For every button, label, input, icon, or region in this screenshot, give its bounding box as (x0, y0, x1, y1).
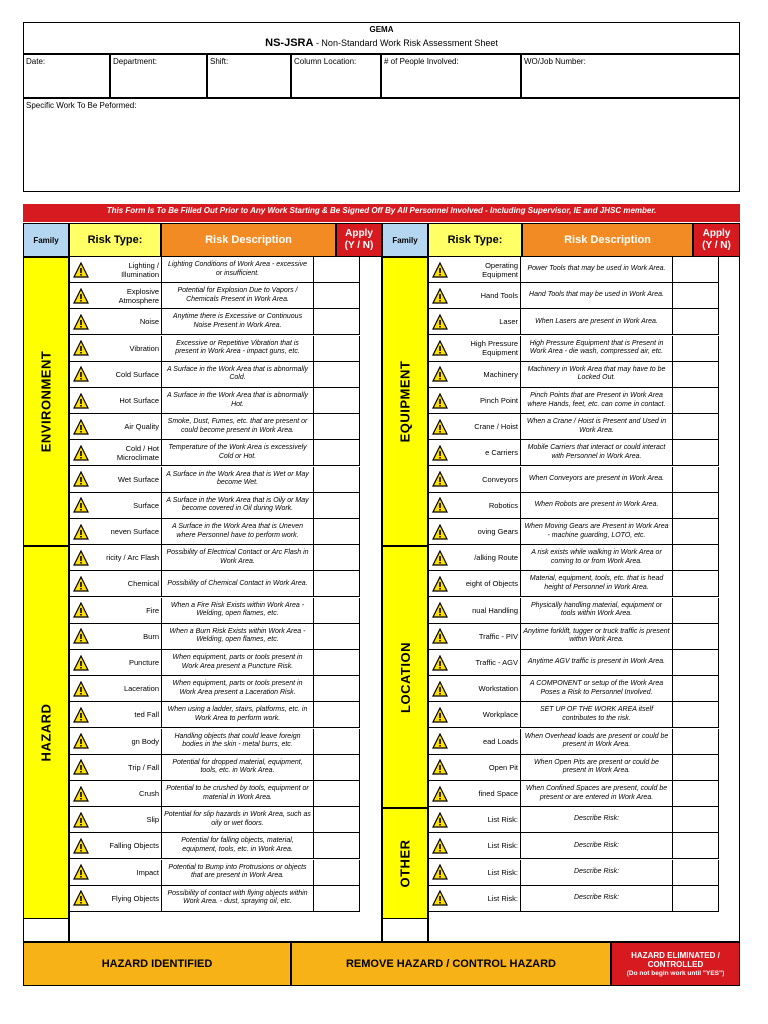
risk-type-label: Falling Objects (91, 833, 162, 859)
risk-type-label: oving Gears (450, 519, 521, 545)
risk-type-label: Hand Tools (450, 283, 521, 309)
risk-description: A Surface in the Work Area that is Uneven where Personnel have to perform work. (162, 519, 314, 545)
risk-description: A Surface in the Work Area that is Wet or May become Wet. (162, 467, 314, 493)
apply-input[interactable] (314, 702, 360, 728)
risk-description: Hand Tools that may be used in Work Area. (521, 283, 673, 309)
risk-description: A Surface in the Work Area that is Oily or May become covered in Oil during Work. (162, 493, 314, 519)
risk-type-label: Burn (91, 624, 162, 650)
left-row (70, 283, 360, 309)
risk-desc-header-right: Risk Description (522, 223, 693, 257)
risk-type-label: Crane / Hoist (450, 414, 521, 440)
wo-number-label: WO/Job Number: (524, 57, 586, 66)
right-row (429, 362, 719, 388)
warning-icon (70, 807, 91, 833)
apply-input[interactable] (673, 807, 719, 833)
family-other (382, 808, 428, 919)
apply-input[interactable] (673, 440, 719, 466)
apply-input[interactable] (314, 729, 360, 755)
risk-type-label: Hot Surface (91, 388, 162, 414)
risk-description: A Surface in the Work Area that is abnormally Hot. (162, 388, 314, 414)
risk-type-label: Lighting / Illumination (91, 257, 162, 283)
warning-icon (429, 781, 450, 807)
risk-description: Mobile Carriers that interact or could interact with Personnel in Work Area. (521, 440, 673, 466)
right-row (429, 571, 719, 597)
warning-icon (429, 545, 450, 571)
warning-icon (70, 860, 91, 886)
warning-icon (429, 283, 450, 309)
left-row (70, 807, 360, 833)
apply-input[interactable] (673, 414, 719, 440)
apply-input[interactable] (314, 650, 360, 676)
risk-type-label: List Risk: (450, 860, 521, 886)
right-row (429, 702, 719, 728)
risk-type-label: High Pressure Equipment (450, 336, 521, 362)
warning-icon (429, 833, 450, 859)
apply-input[interactable] (673, 676, 719, 702)
apply-input[interactable] (314, 676, 360, 702)
sheet-subtitle: - Non-Standard Work Risk Assessment Sheet (313, 38, 498, 48)
warning-icon (70, 729, 91, 755)
apply-input[interactable] (314, 860, 360, 886)
risk-desc-header-left: Risk Description (161, 223, 336, 257)
warning-icon (70, 414, 91, 440)
right-row (429, 388, 719, 414)
left-row (70, 257, 360, 283)
apply-input[interactable] (673, 388, 719, 414)
warning-icon (429, 440, 450, 466)
family-location-label: LOCATION (397, 641, 413, 713)
risk-description: Pinch Points that are Present in Work Area where Hands, feet, etc. can come in contact. (521, 388, 673, 414)
apply-header-left (336, 223, 382, 257)
risk-description: Material, equipment, tools, etc. that is head height of Personnel in Work Area. (521, 571, 673, 597)
risk-description: Potential for falling objects, material, equipment, tools, etc. in Work Area. (162, 833, 314, 859)
risk-description: A risk exists while walking in Work Area or coming to or from Work Area. (521, 545, 673, 571)
apply-input[interactable] (314, 336, 360, 362)
warning-icon (70, 257, 91, 283)
apply-input[interactable] (314, 414, 360, 440)
right-row (429, 545, 719, 571)
apply-input[interactable] (673, 624, 719, 650)
warning-icon (429, 571, 450, 597)
warning-icon (70, 781, 91, 807)
right-row (429, 755, 719, 781)
apply-input[interactable] (673, 493, 719, 519)
risk-type-label: Chemical (91, 571, 162, 597)
risk-description: Handling objects that could leave foreign bodies in the skin - metal burrs, etc. (162, 729, 314, 755)
risk-description: Describe Risk: (521, 833, 673, 859)
apply-input[interactable] (673, 571, 719, 597)
left-row (70, 571, 360, 597)
warning-icon (429, 388, 450, 414)
right-row (429, 650, 719, 676)
right-row (429, 440, 719, 466)
left-spacer (23, 919, 69, 942)
risk-description: Potential for dropped material, equipment, tools, etc. in Work Area. (162, 755, 314, 781)
risk-description: Excessive or Repetitive Vibration that is present in Work Area - impact guns, etc. (162, 336, 314, 362)
left-row (70, 309, 360, 335)
risk-type-label: Traffic - AGV (450, 650, 521, 676)
apply-input[interactable] (673, 886, 719, 912)
risk-description: SET UP OF THE WORK AREA itself contributes to the risk. (521, 702, 673, 728)
risk-type-label: ead Loads (450, 729, 521, 755)
right-spacer (382, 919, 428, 942)
risk-description: When Moving Gears are Present in Work Area - machine guarding, LOTO, etc. (521, 519, 673, 545)
family-environment (23, 257, 69, 546)
warning-icon (429, 309, 450, 335)
risk-type-header-right: Risk Type: (428, 223, 522, 257)
right-row (429, 519, 719, 545)
risk-description: When Overhead loads are present or could be present in Work Area. (521, 729, 673, 755)
right-row (429, 886, 719, 912)
risk-description: When Robots are present in Work Area. (521, 493, 673, 519)
risk-description: When equipment, parts or tools present in Work Area present a Laceration Risk. (162, 676, 314, 702)
warning-icon (70, 624, 91, 650)
wo-number-field[interactable] (521, 54, 740, 98)
left-row (70, 388, 360, 414)
warning-icon (429, 624, 450, 650)
left-row (70, 336, 360, 362)
sheet-code: NS-JSRA (265, 37, 314, 49)
right-row (429, 309, 719, 335)
warning-icon (70, 467, 91, 493)
right-row (429, 676, 719, 702)
warning-icon (70, 886, 91, 912)
hazard-eliminated-label: HAZARD ELIMINATED / CONTROLLED (631, 950, 720, 969)
sheet-title (24, 36, 739, 50)
warning-icon (70, 440, 91, 466)
left-row (70, 650, 360, 676)
left-row (70, 414, 360, 440)
date-field[interactable] (23, 54, 110, 98)
risk-description: When a Crane / Hoist is Present and Used in Work Area. (521, 414, 673, 440)
apply-input[interactable] (673, 467, 719, 493)
left-row (70, 860, 360, 886)
warning-icon (70, 545, 91, 571)
risk-description: When equipment, parts or tools present in Work Area present a Puncture Risk. (162, 650, 314, 676)
risk-description: Power Tools that may be used in Work Area. (521, 257, 673, 283)
left-row (70, 755, 360, 781)
apply-input[interactable] (314, 886, 360, 912)
risk-description: Describe Risk: (521, 860, 673, 886)
family-other-label: OTHER (397, 839, 413, 888)
risk-type-label: Machinery (450, 362, 521, 388)
left-row (70, 729, 360, 755)
risk-description: Anytime forklift, tugger or truck traffic is present within Work Area. (521, 624, 673, 650)
risk-type-label: fined Space (450, 781, 521, 807)
apply-input[interactable] (314, 571, 360, 597)
risk-type-label: Laser (450, 309, 521, 335)
risk-type-header-left: Risk Type: (69, 223, 161, 257)
apply-input[interactable] (314, 493, 360, 519)
warning-icon (429, 702, 450, 728)
eliminated-note: (Do not begin work until "YES") (626, 969, 725, 977)
risk-description: A Surface in the Work Area that is abnormally Cold. (162, 362, 314, 388)
apply-input[interactable] (314, 309, 360, 335)
apply-input[interactable] (673, 283, 719, 309)
apply-label: Apply (702, 228, 731, 239)
apply-input[interactable] (673, 362, 719, 388)
risk-description: Potential for slip hazards in Work Area, such as oily or wet floors. (162, 807, 314, 833)
apply-yn-label: (Y / N) (702, 240, 731, 251)
hazard-identified-box: HAZARD IDENTIFIED (23, 942, 291, 986)
left-row (70, 440, 360, 466)
risk-type-label: Open Pit (450, 755, 521, 781)
people-involved-field[interactable] (381, 54, 521, 98)
apply-input[interactable] (314, 545, 360, 571)
risk-type-label: Vibration (91, 336, 162, 362)
risk-description: Describe Risk: (521, 886, 673, 912)
risk-description: When a Fire Risk Exists within Work Area - Welding, open flames, etc. (162, 598, 314, 624)
apply-input[interactable] (314, 257, 360, 283)
risk-type-label: Noise (91, 309, 162, 335)
family-header-right: Family (382, 223, 428, 257)
right-row (429, 833, 719, 859)
hazard-eliminated-box (611, 942, 740, 986)
risk-type-label: Conveyors (450, 467, 521, 493)
warning-icon (70, 676, 91, 702)
left-row (70, 833, 360, 859)
apply-yn-label: (Y / N) (344, 240, 374, 251)
apply-input[interactable] (314, 755, 360, 781)
apply-input[interactable] (314, 388, 360, 414)
apply-input[interactable] (673, 309, 719, 335)
risk-type-label: Wet Surface (91, 467, 162, 493)
left-row (70, 624, 360, 650)
warning-icon (70, 833, 91, 859)
warning-icon (429, 598, 450, 624)
apply-input[interactable] (673, 519, 719, 545)
risk-type-label: ricity / Arc Flash (91, 545, 162, 571)
warning-icon (70, 702, 91, 728)
apply-input[interactable] (314, 598, 360, 624)
column-location-label: Column Location: (294, 57, 357, 66)
specific-work-label: Specific Work To Be Peformed: (26, 101, 137, 110)
shift-field[interactable] (207, 54, 291, 98)
left-row (70, 545, 360, 571)
right-row (429, 624, 719, 650)
risk-description: Smoke, Dust, Fumes, etc. that are present or could become present in Work Area. (162, 414, 314, 440)
warning-icon (70, 388, 91, 414)
right-row (429, 729, 719, 755)
right-row (429, 860, 719, 886)
left-row (70, 676, 360, 702)
warning-icon (70, 519, 91, 545)
risk-type-label: List Risk: (450, 886, 521, 912)
apply-input[interactable] (314, 519, 360, 545)
risk-description: Machinery in Work Area that may have to be Locked Out. (521, 362, 673, 388)
family-hazard (23, 546, 69, 919)
family-environment-label: ENVIRONMENT (38, 350, 54, 453)
risk-description: When using a ladder, stairs, platforms, etc. in Work Area to perform work. (162, 702, 314, 728)
risk-description: A COMPONENT or setup of the Work Area Poses a Risk to Personnel Involved. (521, 676, 673, 702)
risk-type-label: Workplace (450, 702, 521, 728)
risk-description: Potential for Explosion Due to Vapors / Chemicals Present in Work Area. (162, 283, 314, 309)
risk-description: Temperature of the Work Area is excessively Cold or Hot. (162, 440, 314, 466)
risk-description: Anytime AGV traffic is present in Work Area. (521, 650, 673, 676)
risk-description: When Conveyors are present in Work Area. (521, 467, 673, 493)
risk-description: Potential to Bump into Protrusions or objects that are present in Work Area. (162, 860, 314, 886)
risk-type-label: Cold / Hot Microclimate (91, 440, 162, 466)
risk-type-label: Puncture (91, 650, 162, 676)
warning-icon (429, 519, 450, 545)
risk-type-label: List Risk: (450, 807, 521, 833)
apply-input[interactable] (314, 362, 360, 388)
risk-type-label: Cold Surface (91, 362, 162, 388)
right-row (429, 257, 719, 283)
warning-icon (70, 650, 91, 676)
apply-input[interactable] (673, 545, 719, 571)
right-row (429, 467, 719, 493)
left-row (70, 362, 360, 388)
risk-type-label: Robotics (450, 493, 521, 519)
apply-input[interactable] (673, 781, 719, 807)
risk-description: Possibility of contact with flying objects within Work Area. - dust, spraying oil, etc. (162, 886, 314, 912)
apply-input[interactable] (314, 833, 360, 859)
warning-icon (429, 886, 450, 912)
risk-type-label: e Carriers (450, 440, 521, 466)
instruction-banner: This Form Is To Be Filled Out Prior to Any Work Starting & Be Signed Off By All Personnel Involved - Including Supervisor, IE and JHSC member. (23, 204, 740, 222)
right-row (429, 807, 719, 833)
risk-type-label: nual Handling (450, 598, 521, 624)
apply-input[interactable] (314, 624, 360, 650)
column-location-field[interactable] (291, 54, 381, 98)
warning-icon (429, 755, 450, 781)
risk-type-label: /alking Route (450, 545, 521, 571)
risk-type-label: Slip (91, 807, 162, 833)
department-label: Department: (113, 57, 158, 66)
risk-type-label: List Risk: (450, 833, 521, 859)
warning-icon (429, 414, 450, 440)
date-label: Date: (26, 57, 46, 66)
risk-description: Possibility of Electrical Contact or Arc Flash in Work Area. (162, 545, 314, 571)
risk-description: Lighting Conditions of Work Area - excessive or insufficient. (162, 257, 314, 283)
right-row (429, 336, 719, 362)
right-row (429, 493, 719, 519)
apply-input[interactable] (314, 781, 360, 807)
apply-label: Apply (345, 228, 373, 239)
risk-description: When Open Pits are present or could be present in Work Area. (521, 755, 673, 781)
left-row (70, 467, 360, 493)
risk-type-label: gn Body (91, 729, 162, 755)
left-row (70, 886, 360, 912)
apply-input[interactable] (673, 257, 719, 283)
apply-input[interactable] (673, 755, 719, 781)
risk-type-label: Trip / Fall (91, 755, 162, 781)
warning-icon (70, 571, 91, 597)
risk-type-label: eight of Objects (450, 571, 521, 597)
left-row (70, 781, 360, 807)
warning-icon (429, 860, 450, 886)
warning-icon (70, 493, 91, 519)
warning-icon (429, 493, 450, 519)
people-involved-label: # of People Involved: (384, 57, 459, 66)
risk-type-label: Explosive Atmosphere (91, 283, 162, 309)
right-row (429, 598, 719, 624)
warning-icon (70, 362, 91, 388)
risk-description: Potential to be crushed by tools, equipment or material in Work Area. (162, 781, 314, 807)
apply-input[interactable] (673, 833, 719, 859)
risk-description: When Confined Spaces are present, could be present or are entered in Work Area. (521, 781, 673, 807)
right-row (429, 283, 719, 309)
apply-input[interactable] (673, 729, 719, 755)
apply-input[interactable] (314, 467, 360, 493)
risk-description: When Lasers are present in Work Area. (521, 309, 673, 335)
risk-type-label: Workstation (450, 676, 521, 702)
left-row (70, 519, 360, 545)
family-header-left: Family (23, 223, 69, 257)
risk-type-label: Laceration (91, 676, 162, 702)
risk-type-label: ted Fall (91, 702, 162, 728)
apply-input[interactable] (314, 283, 360, 309)
warning-icon (429, 362, 450, 388)
specific-work-field[interactable] (23, 98, 740, 192)
warning-icon (70, 336, 91, 362)
apply-header-right (693, 223, 740, 257)
risk-type-label: Surface (91, 493, 162, 519)
right-row (429, 414, 719, 440)
warning-icon (429, 257, 450, 283)
warning-icon (70, 755, 91, 781)
risk-type-label: Fire (91, 598, 162, 624)
department-field[interactable] (110, 54, 207, 98)
left-row (70, 598, 360, 624)
apply-input[interactable] (673, 650, 719, 676)
warning-icon (429, 650, 450, 676)
warning-icon (429, 807, 450, 833)
risk-description: Describe Risk: (521, 807, 673, 833)
apply-input[interactable] (673, 336, 719, 362)
family-equipment-label: EQUIPMENT (397, 360, 413, 443)
apply-input[interactable] (314, 440, 360, 466)
risk-description: High Pressure Equipment that is Present in Work Area - die wash, compressed air, etc. (521, 336, 673, 362)
org-name: GEMA (369, 25, 394, 34)
left-row (70, 493, 360, 519)
risk-type-label: Flying Objects (91, 886, 162, 912)
warning-icon (429, 729, 450, 755)
warning-icon (70, 283, 91, 309)
warning-icon (70, 598, 91, 624)
warning-icon (70, 309, 91, 335)
risk-type-label: Crush (91, 781, 162, 807)
risk-type-label: Operating Equipment (450, 257, 521, 283)
warning-icon (429, 467, 450, 493)
risk-type-label: Traffic - PIV (450, 624, 521, 650)
risk-type-label: neven Surface (91, 519, 162, 545)
warning-icon (429, 676, 450, 702)
apply-input[interactable] (673, 702, 719, 728)
risk-description: Possibility of Chemical Contact in Work Area. (162, 571, 314, 597)
right-row (429, 781, 719, 807)
remove-hazard-box: REMOVE HAZARD / CONTROL HAZARD (291, 942, 611, 986)
apply-input[interactable] (314, 807, 360, 833)
risk-description: When a Burn Risk Exists within Work Area - Welding, open flames, etc. (162, 624, 314, 650)
risk-type-label: Impact (91, 860, 162, 886)
apply-input[interactable] (673, 598, 719, 624)
form-header (23, 22, 740, 54)
risk-description: Anytime there is Excessive or Continuous Noise Present in Work Area. (162, 309, 314, 335)
left-row (70, 702, 360, 728)
family-location (382, 546, 428, 808)
risk-type-label: Pinch Point (450, 388, 521, 414)
warning-icon (429, 336, 450, 362)
apply-input[interactable] (673, 860, 719, 886)
family-equipment (382, 257, 428, 546)
family-hazard-label: HAZARD (38, 703, 54, 762)
risk-description: Physically handling material, equipment or tools within Work Area. (521, 598, 673, 624)
shift-label: Shift: (210, 57, 229, 66)
risk-type-label: Air Quality (91, 414, 162, 440)
